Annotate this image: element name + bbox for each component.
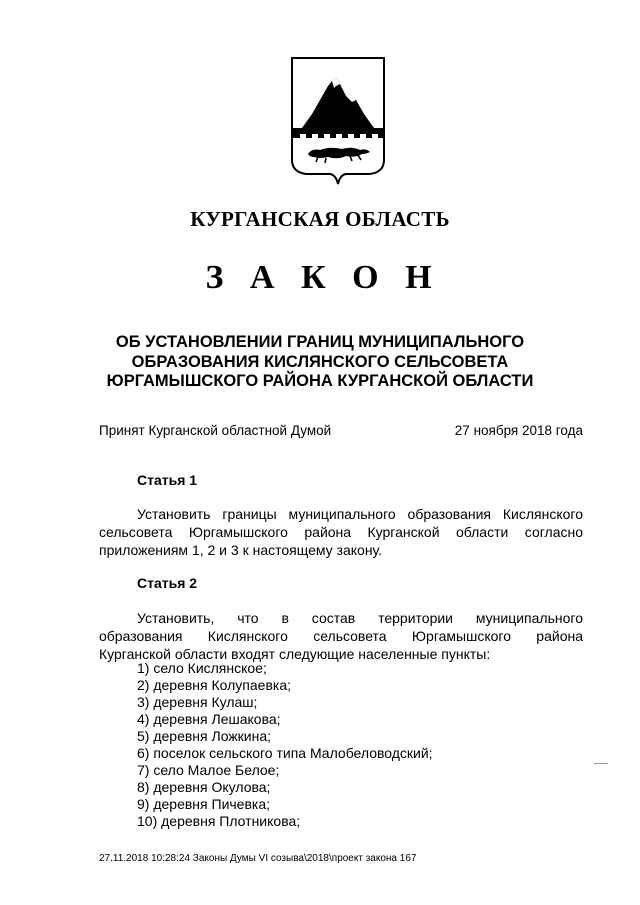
list-item: 7) село Малое Белое;: [137, 762, 280, 778]
coat-of-arms-icon: [290, 56, 386, 188]
adopted-by: Принят Курганской областной Думой: [99, 423, 332, 438]
article-2-heading: Статья 2: [137, 575, 198, 591]
list-item: 3) деревня Кулаш;: [137, 694, 258, 710]
list-item: 4) деревня Лешакова;: [137, 711, 281, 727]
list-item: 10) деревня Плотникова;: [137, 813, 301, 829]
list-item: 5) деревня Ложкина;: [137, 728, 272, 744]
law-title: [60, 333, 580, 392]
paragraph-line: сельсовета Юргамышского района Курганской области согласно: [99, 524, 583, 540]
paragraph-line: Курганской области входят следующие населенные пункты:: [99, 646, 491, 662]
region-title: КУРГАНСКАЯ ОБЛАСТЬ: [190, 207, 450, 231]
list-item: 2) деревня Колупаевка;: [137, 677, 292, 693]
list-item: 8) деревня Окулова;: [137, 779, 271, 795]
article-1-heading: Статья 1: [137, 472, 198, 488]
settlements-list: [137, 660, 433, 830]
paragraph-line: Установить границы муниципального образования Кислянского: [137, 506, 583, 522]
adoption-line: [99, 423, 583, 438]
list-item: 9) деревня Пичевка;: [137, 796, 271, 812]
law-title-line: ОБ УСТАНОВЛЕНИИ ГРАНИЦ МУНИЦИПАЛЬНОГО: [115, 333, 525, 351]
document-type-heading: З А К О Н: [205, 259, 441, 296]
paragraph-line: Установить, что в состав территории муниципального: [137, 610, 583, 626]
list-item: 1) село Кислянское;: [137, 660, 267, 676]
margin-mark: [594, 763, 608, 764]
article-1-text: [99, 505, 583, 559]
paragraph-line: образования Кислянского сельсовета Юргамышского района: [99, 628, 583, 644]
law-title-line: ОБРАЗОВАНИЯ КИСЛЯНСКОГО СЕЛЬСОВЕТА: [131, 352, 509, 371]
adoption-date: 27 ноября 2018 года: [454, 423, 583, 438]
law-title-line: ЮРГАМЫШСКОГО РАЙОНА КУРГАНСКОЙ ОБЛАСТИ: [106, 372, 534, 390]
article-2-text: [99, 609, 583, 663]
document-footer: 27.11.2018 10:28:24 Законы Думы VI созыва\2018\проект закона 167: [99, 853, 417, 864]
paragraph-line: приложениям 1, 2 и 3 к настоящему закону.: [99, 542, 383, 558]
list-item: 6) поселок сельского типа Малобеловодский;: [137, 745, 433, 761]
